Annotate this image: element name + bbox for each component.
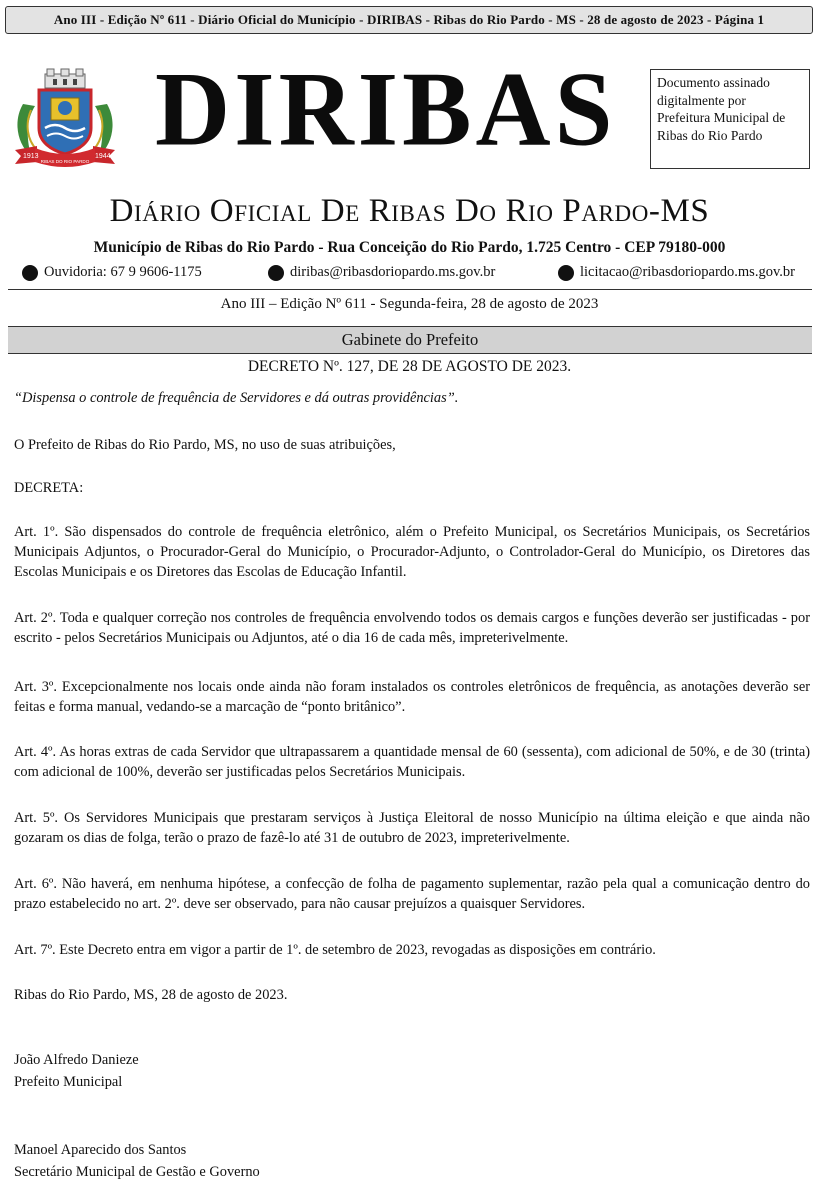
- signature-line: Ribas do Rio Pardo: [657, 127, 763, 143]
- contact-ouvidoria: [22, 264, 202, 281]
- bullet-icon: [22, 265, 38, 281]
- contacts-row: [22, 264, 812, 284]
- email-link[interactable]: diribas@ribasdoriopardo.ms.gov.br: [290, 264, 496, 280]
- municipal-crest-logo: [9, 66, 121, 170]
- contact-email[interactable]: [268, 264, 495, 281]
- bullet-icon: [558, 265, 574, 281]
- decree-title: DECRETO Nº. 127, DE 28 DE AGOSTO DE 2023.: [247, 358, 572, 375]
- signature-line: Documento assinado: [657, 75, 770, 90]
- edition-line: Ano III – Edição Nº 611 - Segunda-feira, 28 de agosto de 2023: [220, 296, 599, 312]
- masthead-title: DIRIBAS: [155, 50, 617, 169]
- article-4: Art. 4º. As horas extras de cada Servidor que ultrapassarem a quantidade mensal de 60 (sessenta), com adicional de 50%, e de 30 (trinta) com adicional de 100%, deverão ser justificadas pelos Secretários Municipais.: [14, 744, 810, 780]
- newspaper-subtitle: Diário Oficial De Ribas Do Rio Pardo-MS: [109, 193, 710, 229]
- crest-ribbon-text: RIBAS DO RIO PARDO: [40, 159, 90, 164]
- decree-decreta: DECRETA:: [14, 480, 84, 496]
- decree-ementa: “Dispensa o controle de frequência de Servidores e dá outras providências”.: [14, 390, 459, 406]
- signature-line: Prefeitura Municipal de: [657, 110, 786, 125]
- digital-signature-box: [650, 69, 810, 169]
- header-bar: [5, 6, 813, 34]
- contact-licitacao[interactable]: [558, 264, 795, 281]
- signatory-2-role: Secretário Municipal de Gestão e Governo: [14, 1164, 260, 1180]
- signatory-2-name: Manoel Aparecido dos Santos: [14, 1142, 187, 1158]
- section-title: Gabinete do Prefeito: [341, 330, 479, 349]
- crest-left-year: 1913: [23, 153, 39, 160]
- crest-right-year: 1944: [95, 153, 111, 160]
- signatory-1-name: João Alfredo Danieze: [14, 1052, 139, 1068]
- divider: [8, 289, 812, 290]
- licitacao-email-link[interactable]: licitacao@ribasdoriopardo.ms.gov.br: [580, 264, 795, 280]
- section-header: [8, 326, 812, 354]
- signature-line: digitalmente por: [657, 92, 746, 108]
- article-5: Art. 5º. Os Servidores Municipais que prestaram serviços à Justiça Eleitoral de nosso Município na última eleição e que ainda não gozaram os dias de folga, terão o prazo de fazê-lo até 31 de outubro de 2023, impreterivelmente.: [14, 810, 810, 846]
- article-2: Art. 2º. Toda e qualquer correção nos controles de frequência envolvendo todos os demais cargos e funções deverão ser justificadas - por escrito - pelos Secretários Municipais ou Adjuntos, até o dia 16 de cada mês, impreterivelmente.: [14, 610, 810, 646]
- bullet-icon: [268, 265, 284, 281]
- municipal-address: Município de Ribas do Rio Pardo - Rua Conceição do Rio Pardo, 1.725 Centro - CEP 79180-000: [93, 239, 726, 256]
- decree-preamble: O Prefeito de Ribas do Rio Pardo, MS, no uso de suas atribuições,: [14, 437, 396, 453]
- header-bar-text: Ano III - Edição Nº 611 - Diário Oficial do Município - DIRIBAS - Ribas do Rio Pardo - MS - 28 de agosto de 2023 - Página 1: [53, 12, 765, 27]
- ouvidoria-phone: Ouvidoria: 67 9 9606-1175: [44, 264, 202, 280]
- article-3: Art. 3º. Excepcionalmente nos locais onde ainda não foram instalados os controles eletrônicos de frequência, as anotações deverão ser feitas e forma manual, vedando-se a marcação de “ponto britânico”.: [14, 679, 810, 715]
- article-7: Art. 7º. Este Decreto entra em vigor a partir de 1º. de setembro de 2023, revogadas as disposições em contrário.: [14, 942, 656, 958]
- article-6: Art. 6º. Não haverá, em nenhuma hipótese, a confecção de folha de pagamento suplementar, razão pela qual a comunicação dentro do prazo estabelecido no art. 2º. deve ser observado, para não causar prejuízos a quaisquer Servidores.: [14, 876, 810, 912]
- article-1: Art. 1º. São dispensados do controle de frequência eletrônico, além o Prefeito Municipal, os Secretários Municipais, os Secretários Municipais Adjuntos, o Procurador-Geral do Município, o Procurador-Adjunto, o Controlador-Geral do Município, os Diretores das Escolas Municipais e os Diretores das Escolas de Educação Infantil.: [14, 524, 810, 580]
- place-date: Ribas do Rio Pardo, MS, 28 de agosto de 2023.: [14, 987, 288, 1003]
- signatory-1-role: Prefeito Municipal: [14, 1074, 123, 1090]
